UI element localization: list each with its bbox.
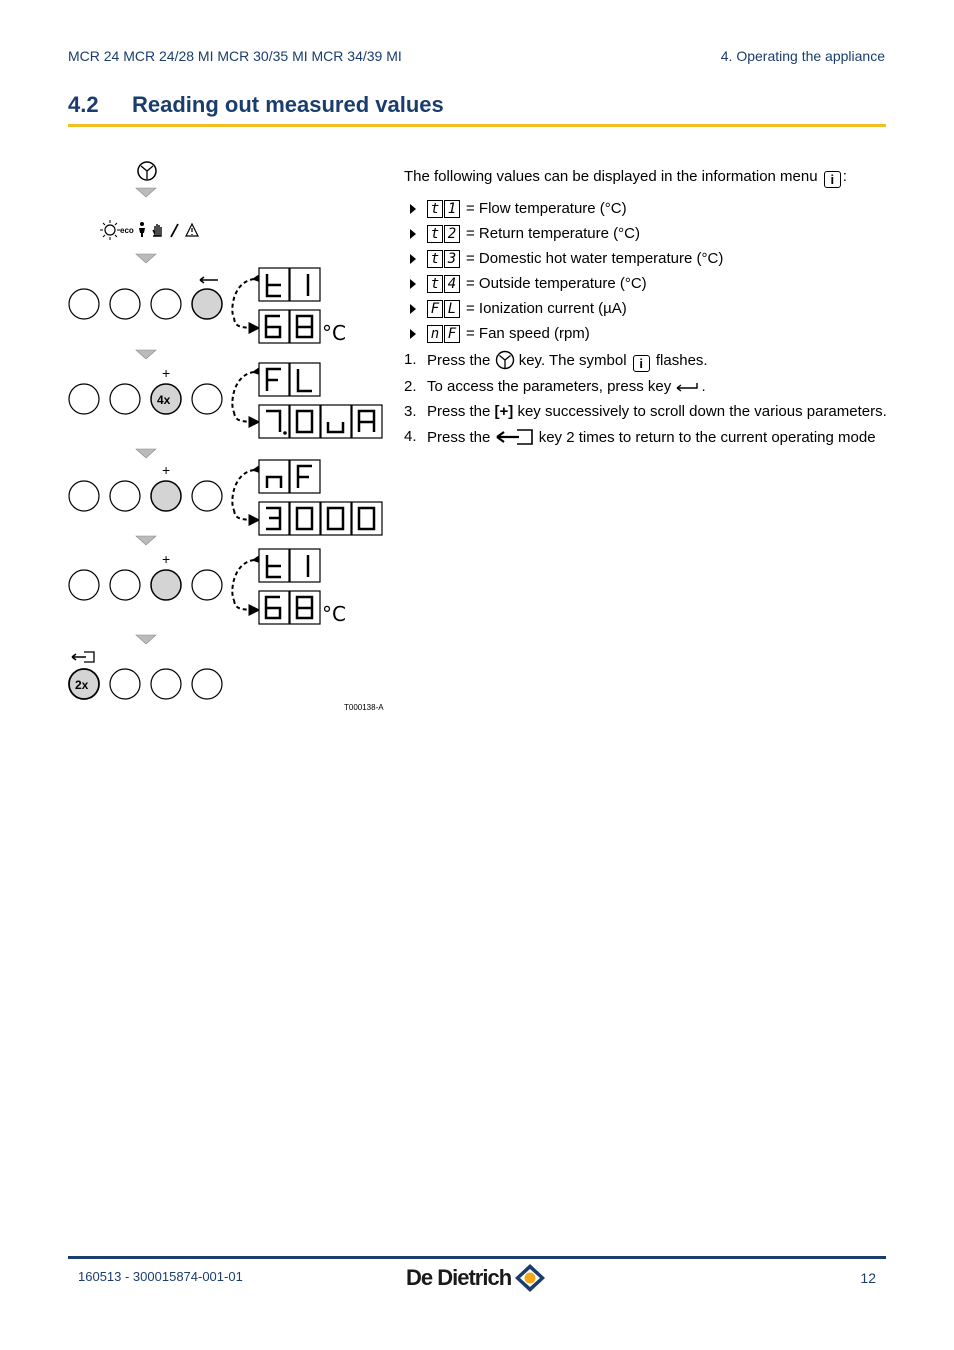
display-bottom-4 — [259, 591, 346, 626]
plus-label: + — [162, 462, 171, 478]
bullet-arrow-icon — [410, 279, 416, 289]
flow-arrow — [232, 279, 254, 318]
bullet-arrow-icon — [410, 204, 416, 214]
panel-key[interactable] — [69, 570, 99, 600]
step-number: 4. — [404, 428, 417, 445]
key-row-4 — [69, 570, 222, 600]
value-label: = Ionization current (µA) — [466, 300, 627, 317]
down-triangle-icon — [136, 350, 156, 359]
press-count: 2x — [75, 678, 89, 692]
plus-label: + — [162, 365, 171, 381]
section-title — [68, 90, 886, 127]
brand-logo — [406, 1262, 547, 1294]
footer-rule — [68, 1256, 886, 1259]
enter-key[interactable] — [192, 289, 222, 319]
step-item: 3. Press the [+] key successively to scroll down the various parameters. — [404, 403, 887, 420]
info-key-icon — [495, 350, 515, 370]
warning-icon — [186, 224, 198, 236]
brand-diamond-icon — [513, 1262, 547, 1294]
page-number: 12 — [860, 1270, 876, 1286]
sun-icon — [100, 220, 120, 240]
display-top-3 — [259, 460, 320, 493]
segment-code: t 3 — [427, 250, 461, 268]
bullet-arrow-icon — [410, 229, 416, 239]
flow-arrow — [234, 412, 258, 422]
value-label: = Flow temperature (°C) — [466, 200, 627, 217]
back-key-icon — [495, 427, 535, 447]
value-label: = Fan speed (rpm) — [466, 325, 590, 342]
value-list — [404, 196, 723, 346]
step-number: 3. — [404, 403, 417, 420]
bullet-arrow-icon — [410, 254, 416, 264]
flow-arrow — [234, 600, 258, 610]
list-item — [404, 296, 723, 321]
segment-code: t 4 — [427, 275, 461, 293]
panel-key[interactable] — [69, 289, 99, 319]
info-icon: i — [633, 355, 650, 372]
flow-arrow — [232, 470, 254, 510]
panel-key[interactable] — [110, 669, 140, 699]
intro-text — [404, 168, 847, 188]
eco-label: eco — [120, 226, 134, 235]
step-item: 4. Press the key 2 times to return to the current operating mode — [404, 428, 876, 446]
plus-key-label: [+] — [494, 403, 514, 420]
display-bottom-1 — [259, 310, 346, 345]
mode-icons-row — [100, 220, 198, 240]
enter-key-icon — [675, 380, 701, 392]
control-panel-figure — [60, 150, 395, 710]
step-item: 2. To access the parameters, press key . — [404, 378, 706, 395]
section-heading: Reading out measured values — [132, 92, 444, 117]
step-number: 2. — [404, 378, 417, 395]
list-item — [404, 196, 723, 221]
panel-key[interactable] — [110, 384, 140, 414]
back-key-icon — [72, 652, 94, 662]
down-triangle-icon — [136, 449, 156, 458]
list-item — [404, 221, 723, 246]
segment-code: t 2 — [427, 225, 461, 243]
down-triangle-icon — [136, 635, 156, 644]
steps-list — [404, 350, 890, 453]
panel-key[interactable] — [151, 289, 181, 319]
panel-key[interactable] — [69, 481, 99, 511]
flow-arrow — [232, 372, 254, 412]
figure-code: T000138-A — [344, 703, 384, 712]
panel-key[interactable] — [110, 481, 140, 511]
info-key-icon — [138, 162, 156, 180]
flow-arrow — [234, 510, 258, 520]
hand-icon — [153, 224, 161, 236]
panel-key[interactable] — [110, 289, 140, 319]
flow-arrow — [234, 318, 258, 328]
panel-key[interactable] — [192, 481, 222, 511]
document-number: 160513 - 300015874-001-01 — [78, 1269, 243, 1284]
value-label: = Return temperature (°C) — [466, 225, 640, 242]
section-number: 4.2 — [68, 92, 99, 117]
segment-code: n F — [427, 325, 461, 343]
step-item: 1. Press the key. The symbol i flashes. — [404, 351, 708, 371]
display-top-4 — [259, 549, 320, 582]
panel-key[interactable] — [151, 669, 181, 699]
value-label: = Outside temperature (°C) — [466, 275, 647, 292]
segment-code: t 1 — [427, 200, 461, 218]
display-top-2 — [259, 363, 320, 396]
brand-name: De Dietrich — [406, 1265, 512, 1290]
display-top-1 — [259, 268, 320, 301]
key-row-1 — [69, 289, 222, 319]
bullet-arrow-icon — [410, 329, 416, 339]
intro-suffix: : — [842, 168, 847, 185]
header-chapter: 4. Operating the appliance — [720, 48, 885, 64]
plus-key[interactable] — [151, 570, 181, 600]
value-label: = Domestic hot water temperature (°C) — [466, 250, 724, 267]
plus-key[interactable] — [151, 481, 181, 511]
info-icon: i — [824, 171, 841, 188]
panel-key[interactable] — [192, 669, 222, 699]
list-item — [404, 321, 723, 346]
down-triangle-icon — [136, 188, 156, 197]
panel-key[interactable] — [192, 570, 222, 600]
panel-key[interactable] — [192, 384, 222, 414]
person-icon — [139, 222, 145, 237]
bullet-arrow-icon — [410, 304, 416, 314]
wrench-icon — [171, 224, 178, 237]
list-item — [404, 271, 723, 296]
key-row-2 — [69, 384, 222, 414]
celsius-unit: °C — [322, 602, 346, 626]
list-item — [404, 246, 723, 271]
press-count: 4x — [157, 393, 171, 407]
intro-label: The following values can be displayed in the information menu — [404, 168, 818, 185]
segment-code: F L — [427, 300, 461, 318]
down-triangle-icon — [136, 254, 156, 263]
panel-key[interactable] — [110, 570, 140, 600]
key-row-3 — [69, 481, 222, 511]
enter-key-icon — [200, 277, 218, 283]
down-triangle-icon — [136, 536, 156, 545]
plus-label: + — [162, 551, 171, 567]
key-row-5 — [69, 669, 222, 699]
celsius-unit: °C — [322, 321, 346, 345]
step-number: 1. — [404, 351, 417, 368]
header-models: MCR 24 MCR 24/28 MI MCR 30/35 MI MCR 34/39 MI — [68, 48, 402, 64]
panel-key[interactable] — [69, 384, 99, 414]
display-bottom-2 — [259, 405, 382, 438]
display-bottom-3 — [259, 502, 382, 535]
flow-arrow — [232, 560, 254, 600]
